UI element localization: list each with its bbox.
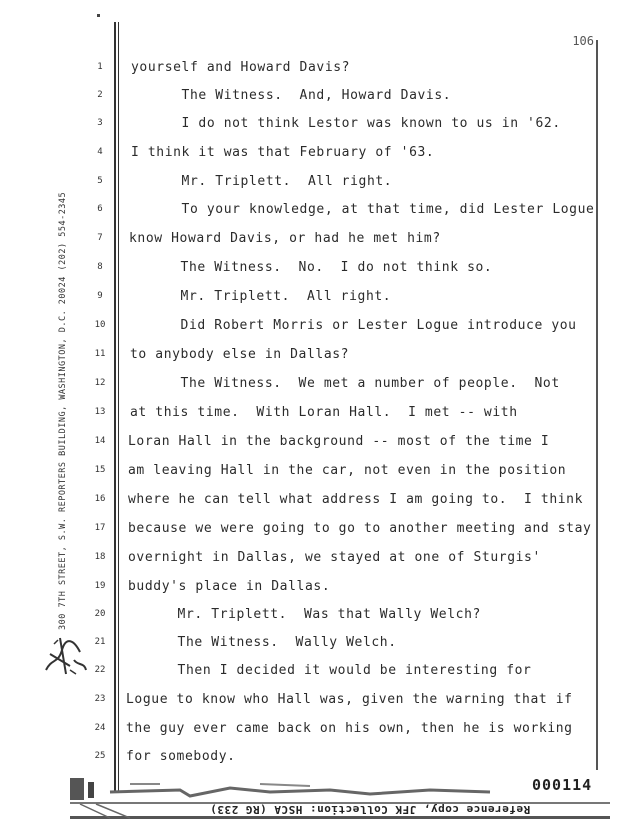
transcript-line: The Witness. No. I do not think so.: [130, 260, 493, 275]
reporter-address-note: 300 7TH STREET, S.W. REPORTERS BUILDING, WASHINGTON, D.C. 20024 (202) 554-2345: [58, 191, 68, 630]
line-number: 23: [94, 694, 106, 704]
line-number: 3: [97, 118, 103, 128]
left-margin-rule-inner: [118, 22, 119, 792]
line-number: 9: [97, 291, 103, 301]
line-number: 15: [94, 465, 106, 475]
transcript-line: buddy's place in Dallas.: [128, 579, 331, 594]
transcript-line: am leaving Hall in the car, not even in the position: [128, 463, 567, 478]
transcript-line: to anybody else in Dallas?: [130, 347, 350, 362]
line-number: 19: [94, 581, 106, 591]
transcript-line: know Howard Davis, or had he met him?: [129, 231, 441, 246]
transcript-line: Did Robert Morris or Lester Logue introduce you: [130, 318, 577, 333]
right-margin-rule: [596, 40, 598, 770]
line-number: 13: [94, 407, 106, 417]
line-number: 11: [94, 349, 106, 359]
transcript-line: yourself and Howard Davis?: [131, 60, 351, 75]
transcript-line: the guy ever came back on his own, then he is working: [126, 721, 573, 736]
line-number: 18: [94, 552, 106, 562]
line-number: 1: [97, 62, 103, 72]
line-number: 8: [97, 262, 103, 272]
transcript-line: The Witness. And, Howard Davis.: [131, 88, 452, 103]
line-number: 6: [97, 204, 103, 214]
page-number: 106: [572, 34, 594, 48]
transcript-line: I do not think Lestor was known to us in '62.: [131, 116, 561, 131]
transcript-line: Loran Hall in the background -- most of the time I: [128, 434, 550, 449]
transcript-line: for somebody.: [126, 749, 236, 764]
transcript-line: at this time. With Loran Hall. I met -- with: [130, 405, 518, 420]
line-number: 2: [97, 90, 103, 100]
transcript-line: The Witness. We met a number of people. Not: [130, 376, 560, 391]
scan-mark: [97, 14, 100, 17]
left-margin-rule: [114, 22, 116, 792]
line-number: 12: [94, 378, 106, 388]
line-number: 25: [94, 751, 106, 761]
line-number: 16: [94, 494, 106, 504]
transcript-line: The Witness. Wally Welch.: [127, 635, 397, 650]
line-number: 7: [97, 233, 103, 243]
line-number: 4: [97, 147, 103, 157]
transcript-line: Then I decided it would be interesting for: [127, 663, 532, 678]
transcript-line: I think it was that February of '63.: [131, 145, 435, 160]
transcript-line: because we were going to go to another meeting and stay: [128, 521, 592, 536]
transcript-line: To your knowledge, at that time, did Lester Logue: [131, 202, 595, 217]
line-number: 21: [94, 637, 106, 647]
reference-copy-label: Reference copy, JFK Collection: HSCA (RG 233): [209, 803, 531, 816]
transcript-line: where he can tell what address I am going to. I think: [128, 492, 584, 507]
line-number: 10: [94, 320, 106, 330]
line-number: 14: [94, 436, 106, 446]
line-number: 24: [94, 723, 106, 733]
document-number: 000114: [532, 776, 593, 794]
stamp-mark: [40, 630, 90, 680]
line-number: 22: [94, 665, 106, 675]
transcript-line: Logue to know who Hall was, given the warning that if: [126, 692, 573, 707]
transcript-line: overnight in Dallas, we stayed at one of Sturgis': [128, 550, 541, 565]
transcript-line: Mr. Triplett. All right.: [130, 289, 392, 304]
line-number: 17: [94, 523, 106, 533]
line-number: 20: [94, 609, 106, 619]
line-number: 5: [97, 176, 103, 186]
transcript-line: Mr. Triplett. Was that Wally Welch?: [127, 607, 481, 622]
transcript-line: Mr. Triplett. All right.: [131, 174, 393, 189]
